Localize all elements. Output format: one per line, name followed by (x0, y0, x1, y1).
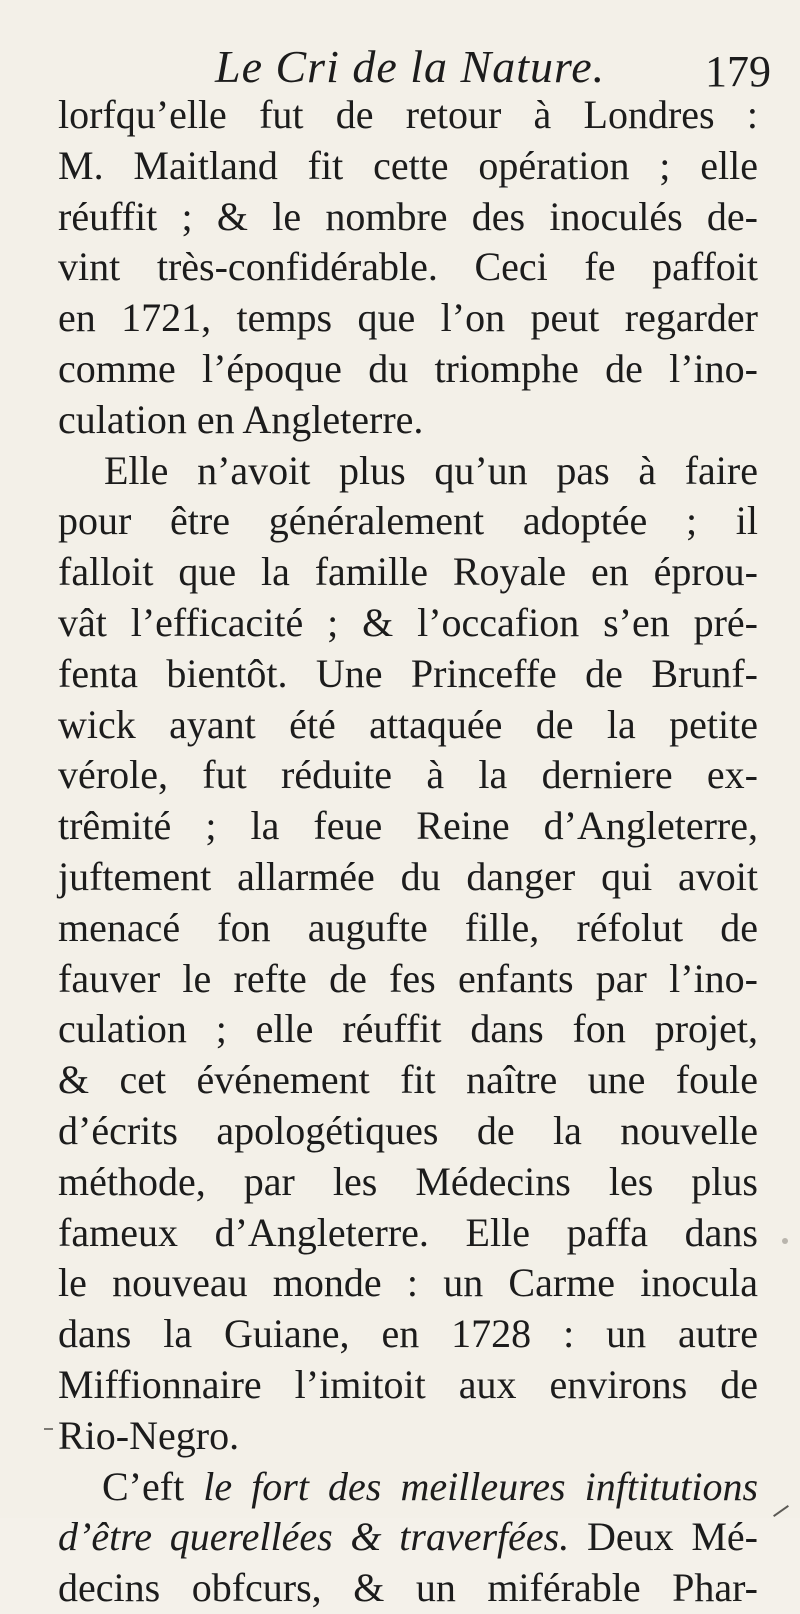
text-line: en 1721, temps que l’on peut regarder (58, 295, 758, 341)
text-line: Rio-Negro. (58, 1412, 240, 1458)
text-line: fauver le refte de fes enfants par l’ino- (58, 955, 758, 1001)
text-line: menacé fon augufte fille, réfolut de (58, 904, 758, 950)
text-line: pour être généralement adoptée ; il (58, 498, 758, 544)
text-line: fameux d’Angleterre. Elle paffa dans (58, 1209, 758, 1255)
ink-speck (782, 1238, 788, 1244)
text-line: decins obfcurs, & un miférable Phar- (58, 1565, 758, 1611)
body-text (58, 90, 758, 1614)
page-number: 179 (705, 47, 771, 96)
text-segment: Deux Mé- (569, 1514, 758, 1560)
text-line: lorfqu’elle fut de retour à Londres : (58, 92, 758, 137)
text-line: & cet événement fit naître une foule (58, 1057, 758, 1103)
text-line: wick ayant été attaquée de la petite (58, 701, 758, 747)
text-line: culation en Angleterre. (58, 396, 424, 442)
text-line: dans la Guiane, en 1728 : un autre (58, 1311, 758, 1357)
running-title: Le Cri de la Nature. (215, 41, 606, 92)
text-line: Miffionnaire l’imitoit aux environs de (58, 1361, 758, 1407)
text-line: vérole, fut réduite à la derniere ex- (58, 752, 758, 798)
ink-speck (44, 1428, 53, 1430)
text-line: M. Maitland fit cette opération ; elle (58, 142, 758, 188)
text-line: falloit que la famille Royale en éprou- (58, 549, 758, 595)
italic-phrase: d’être querellées & traverfées. (58, 1514, 570, 1560)
text-line: le nouveau monde : un Carme inocula (58, 1260, 758, 1306)
text-line: réuffit ; & le nombre des inoculés de- (58, 193, 758, 239)
text-line: méthode, par les Médecins les plus (58, 1158, 758, 1204)
text-line: culation ; elle réuffit dans fon projet, (58, 1006, 758, 1052)
text-line: vint très-confidérable. Ceci fe paffoit (58, 244, 758, 290)
text-line: trêmité ; la feue Reine d’Angleterre, (58, 803, 758, 849)
ink-speck (773, 1505, 789, 1517)
text-line: vât l’efficacité ; & l’occafion s’en pré- (58, 599, 758, 645)
text-line (58, 1462, 758, 1513)
text-line: Elle n’avoit plus qu’un pas à faire (104, 447, 758, 493)
text-line: comme l’époque du triomphe de l’ino- (58, 345, 758, 391)
text-line (58, 1512, 758, 1563)
text-line: juftement allarmée du danger qui avoit (58, 853, 758, 899)
text-line: fenta bientôt. Une Princeffe de Brunf- (58, 650, 758, 696)
italic-phrase: le fort des meilleures inftitutions (203, 1463, 759, 1509)
text-segment: C’eft (102, 1463, 204, 1509)
text-line: d’écrits apologétiques de la nouvelle (58, 1107, 758, 1153)
